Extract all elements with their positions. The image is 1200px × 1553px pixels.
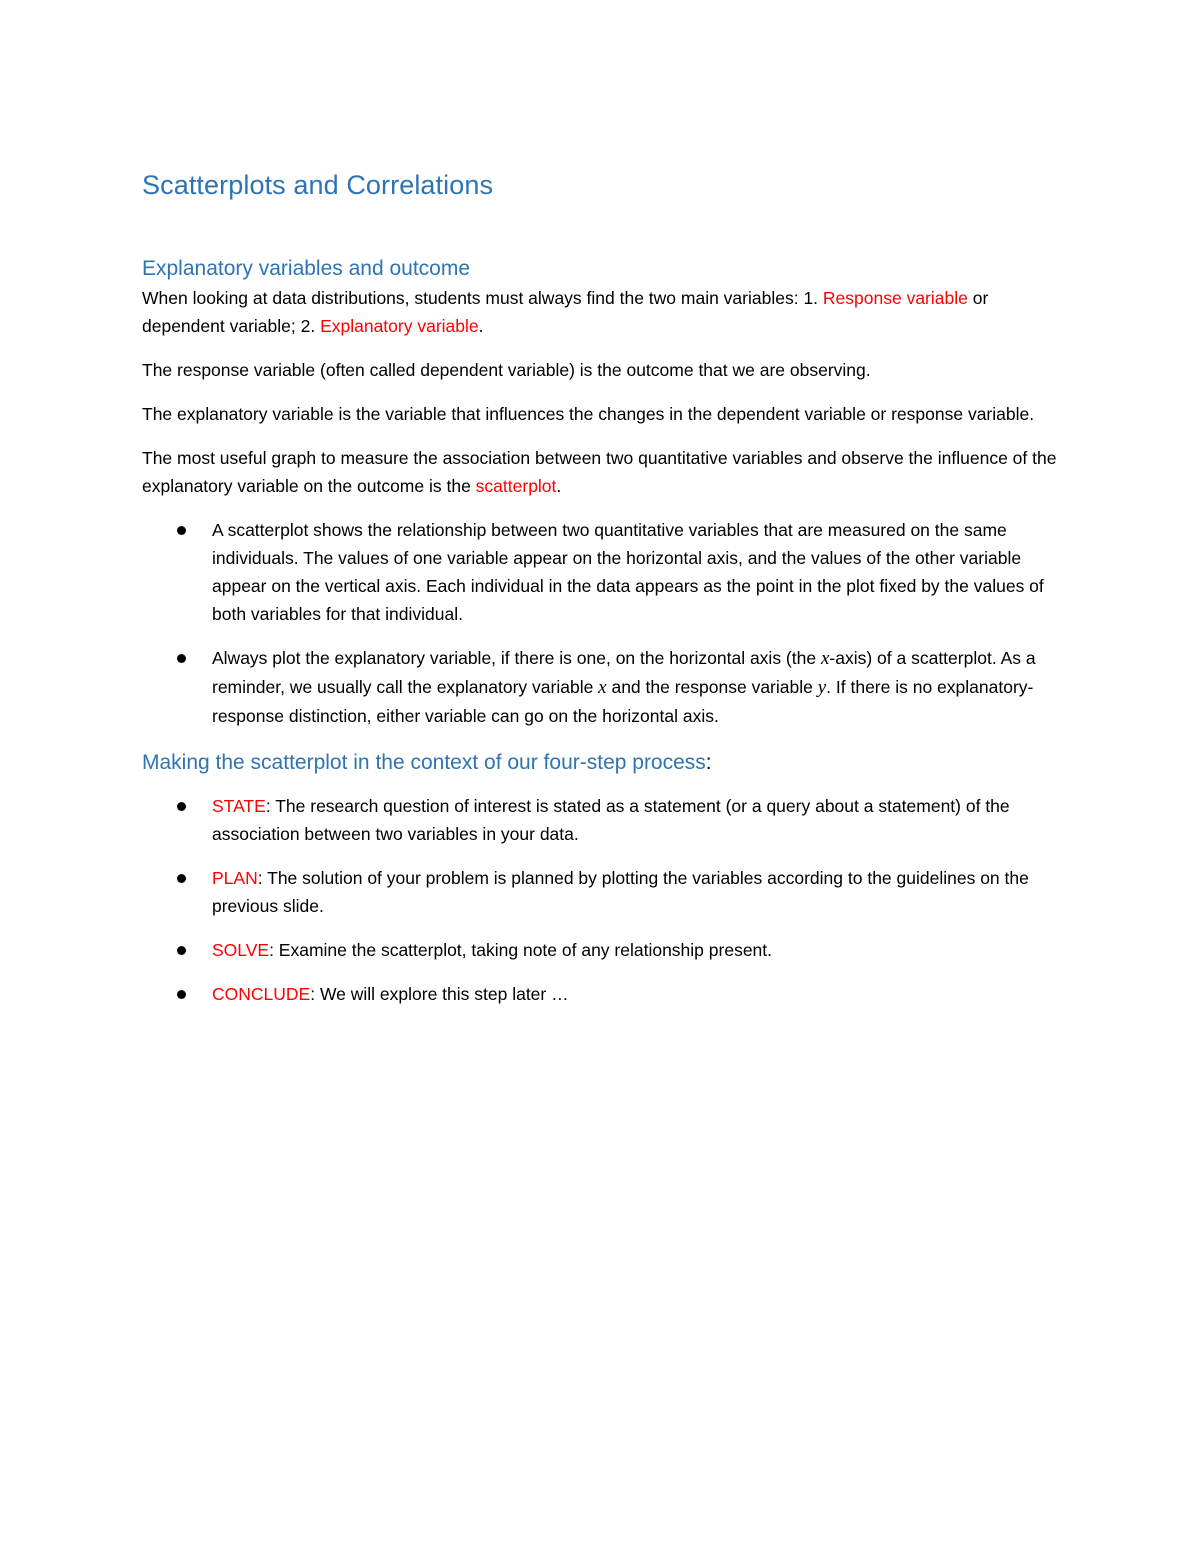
text-fragment: -axis) of a scatterplot. As a reminder, we usually call the explanatory variable (212, 648, 1036, 697)
document-title: Scatterplots and Correlations (142, 170, 494, 200)
paragraph-explanatory-variable-definition: The explanatory variable is the variable that influences the changes in the dependent variable or response variable. (142, 404, 1035, 424)
bullet-icon (177, 874, 186, 883)
paragraph-scatterplot-intro (142, 444, 1062, 500)
list-item-conclude (142, 980, 1062, 1008)
document-page (142, 160, 1062, 1024)
step-text: : We will explore this step later … (310, 984, 569, 1004)
heading-colon: : (705, 751, 712, 774)
math-variable-y: y (817, 677, 827, 698)
bullet-icon (177, 526, 186, 535)
list-item-text: A scatterplot shows the relationship between two quantitative variables that are measured on the same individuals. The values of one variable appear on the horizontal axis, and the values of the other variable appear on the vertical axis. Each individual in the data appears as the point in the plot fixed by the values of both variables for that individual. (212, 520, 1044, 624)
heading-text: Making the scatterplot in the context of our four-step process (142, 751, 706, 774)
step-label: SOLVE (212, 940, 270, 960)
list-item (142, 644, 1062, 730)
paragraph-two-main-variables (142, 284, 1062, 340)
text-fragment: and the response variable (606, 677, 818, 697)
section-heading-explanatory-variables: Explanatory variables and outcome (142, 257, 471, 280)
list-item-state (142, 792, 1062, 848)
step-text: : The research question of interest is stated as a statement (or a query about a statement) of the association between two variables in your data. (212, 796, 1010, 844)
step-label: CONCLUDE (212, 984, 311, 1004)
text-fragment: or dependent variable; 2. (142, 288, 989, 336)
term-response-variable: Response variable (822, 288, 968, 308)
scatterplot-bullet-list (142, 516, 1062, 730)
section-heading-four-step-process (142, 748, 1062, 778)
text-fragment: When looking at data distributions, students must always find the two main variables: 1. (142, 288, 823, 308)
text-fragment: . (478, 316, 484, 336)
text-fragment: . If there is no explanatory-response distinction, either variable can go on the horizontal axis. (212, 677, 1034, 726)
bullet-icon (177, 802, 186, 811)
list-item (142, 516, 1062, 628)
text-fragment: Always plot the explanatory variable, if there is one, on the horizontal axis (the (212, 648, 821, 668)
list-item-solve (142, 936, 1062, 964)
bullet-icon (177, 654, 186, 663)
text-fragment: . (556, 476, 562, 496)
term-scatterplot: scatterplot (475, 476, 557, 496)
step-text: : The solution of your problem is planned by plotting the variables according to the guidelines on the previous slide. (212, 868, 1029, 916)
step-text: : Examine the scatterplot, taking note of any relationship present. (269, 940, 773, 960)
step-label: PLAN (212, 868, 258, 888)
step-label: STATE (212, 796, 266, 816)
text-fragment: The most useful graph to measure the association between two quantitative variables and observe the influence of the explanatory variable on the outcome is the (142, 448, 1057, 496)
math-variable-x: x (598, 677, 607, 698)
bullet-icon (177, 990, 186, 999)
paragraph-response-variable-definition: The response variable (often called dependent variable) is the outcome that we are observing. (142, 360, 871, 380)
four-step-list (142, 792, 1062, 1008)
list-item-plan (142, 864, 1062, 920)
bullet-icon (177, 946, 186, 955)
math-variable-x: x (820, 648, 830, 669)
term-explanatory-variable: Explanatory variable (320, 316, 479, 336)
